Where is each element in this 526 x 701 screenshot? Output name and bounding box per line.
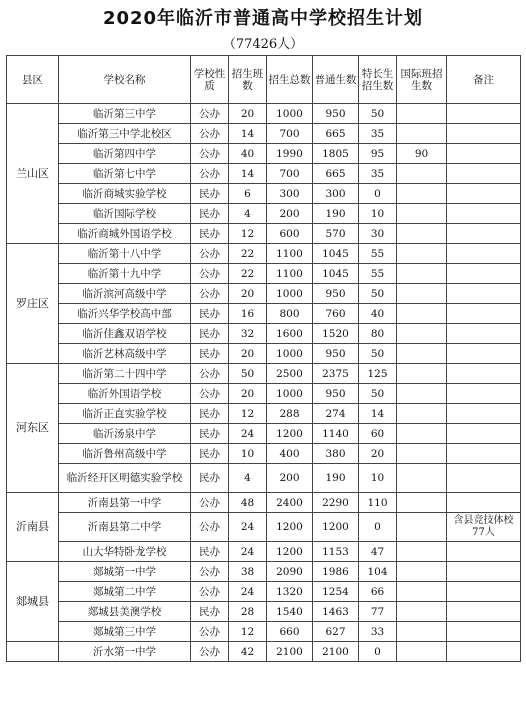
county-cell: 沂南县 — [7, 493, 59, 562]
table-row — [7, 513, 521, 542]
special-cell: 50 — [359, 344, 397, 364]
county-cell: 兰山区 — [7, 104, 59, 244]
special-cell: 35 — [359, 164, 397, 184]
notes-cell — [447, 264, 521, 284]
intl-cell — [397, 513, 447, 542]
classes-cell: 20 — [229, 384, 267, 404]
table-row — [7, 124, 521, 144]
notes-cell — [447, 384, 521, 404]
classes-cell: 6 — [229, 184, 267, 204]
regular-cell: 300 — [313, 184, 359, 204]
nature-cell: 公办 — [191, 384, 229, 404]
nature-cell: 民办 — [191, 224, 229, 244]
intl-cell — [397, 244, 447, 264]
special-cell: 33 — [359, 622, 397, 642]
nature-cell: 民办 — [191, 344, 229, 364]
notes-cell — [447, 444, 521, 464]
nature-cell: 民办 — [191, 444, 229, 464]
special-cell: 40 — [359, 304, 397, 324]
regular-cell: 1140 — [313, 424, 359, 444]
school-cell: 山大华特卧龙学校 — [59, 542, 191, 562]
school-cell: 临沂第七中学 — [59, 164, 191, 184]
table-row — [7, 622, 521, 642]
header-regular: 普通生数 — [313, 56, 359, 104]
notes-cell — [447, 404, 521, 424]
regular-cell: 1045 — [313, 264, 359, 284]
classes-cell: 12 — [229, 404, 267, 424]
regular-cell: 1200 — [313, 513, 359, 542]
header-county: 县区 — [7, 56, 59, 104]
regular-cell: 190 — [313, 464, 359, 493]
classes-cell: 14 — [229, 164, 267, 184]
table-row — [7, 104, 521, 124]
special-cell: 30 — [359, 224, 397, 244]
table-row — [7, 284, 521, 304]
intl-cell — [397, 622, 447, 642]
regular-cell: 627 — [313, 622, 359, 642]
total-cell: 1100 — [267, 244, 313, 264]
intl-cell — [397, 642, 447, 662]
nature-cell: 公办 — [191, 622, 229, 642]
school-cell: 沂南县第一中学 — [59, 493, 191, 513]
nature-cell: 公办 — [191, 284, 229, 304]
special-cell: 20 — [359, 444, 397, 464]
nature-cell: 公办 — [191, 364, 229, 384]
notes-cell — [447, 284, 521, 304]
notes-cell — [447, 224, 521, 244]
table-row — [7, 542, 521, 562]
regular-cell: 1520 — [313, 324, 359, 344]
total-cell: 800 — [267, 304, 313, 324]
total-cell: 400 — [267, 444, 313, 464]
regular-cell: 274 — [313, 404, 359, 424]
special-cell: 77 — [359, 602, 397, 622]
notes-cell — [447, 424, 521, 444]
notes-cell — [447, 602, 521, 622]
page-subtitle: （77426人） — [222, 37, 304, 52]
header-school: 学校名称 — [59, 56, 191, 104]
total-cell: 600 — [267, 224, 313, 244]
notes-cell — [447, 244, 521, 264]
nature-cell: 公办 — [191, 582, 229, 602]
special-cell: 55 — [359, 264, 397, 284]
nature-cell: 民办 — [191, 324, 229, 344]
total-cell: 2500 — [267, 364, 313, 384]
table-row — [7, 204, 521, 224]
intl-cell — [397, 424, 447, 444]
classes-cell: 50 — [229, 364, 267, 384]
intl-cell — [397, 364, 447, 384]
nature-cell: 公办 — [191, 124, 229, 144]
nature-cell: 公办 — [191, 244, 229, 264]
table-body — [7, 104, 521, 662]
intl-cell: 90 — [397, 144, 447, 164]
header-notes: 备注 — [447, 56, 521, 104]
classes-cell: 42 — [229, 642, 267, 662]
notes-cell — [447, 164, 521, 184]
header-classes: 招生班数 — [229, 56, 267, 104]
special-cell: 125 — [359, 364, 397, 384]
regular-cell: 665 — [313, 124, 359, 144]
classes-cell: 48 — [229, 493, 267, 513]
special-cell: 104 — [359, 562, 397, 582]
special-cell: 50 — [359, 104, 397, 124]
classes-cell: 24 — [229, 513, 267, 542]
table-row — [7, 384, 521, 404]
notes-cell — [447, 344, 521, 364]
school-cell: 临沂艺林高级中学 — [59, 344, 191, 364]
intl-cell — [397, 324, 447, 344]
regular-cell: 190 — [313, 204, 359, 224]
total-cell: 1200 — [267, 542, 313, 562]
table-row — [7, 642, 521, 662]
intl-cell — [397, 104, 447, 124]
regular-cell: 950 — [313, 344, 359, 364]
notes-cell — [447, 304, 521, 324]
school-cell: 临沂正直实验学校 — [59, 404, 191, 424]
nature-cell: 民办 — [191, 204, 229, 224]
intl-cell — [397, 224, 447, 244]
classes-cell: 40 — [229, 144, 267, 164]
total-cell: 288 — [267, 404, 313, 424]
total-cell: 2400 — [267, 493, 313, 513]
total-cell: 700 — [267, 124, 313, 144]
special-cell: 47 — [359, 542, 397, 562]
nature-cell: 民办 — [191, 464, 229, 493]
total-cell: 1990 — [267, 144, 313, 164]
school-cell: 临沂第十九中学 — [59, 264, 191, 284]
notes-cell — [447, 184, 521, 204]
nature-cell: 民办 — [191, 404, 229, 424]
classes-cell: 22 — [229, 244, 267, 264]
school-cell: 沂南县第二中学 — [59, 513, 191, 542]
school-cell: 临沂商城实验学校 — [59, 184, 191, 204]
special-cell: 0 — [359, 642, 397, 662]
school-cell: 沂水第一中学 — [59, 642, 191, 662]
intl-cell — [397, 493, 447, 513]
regular-cell: 2290 — [313, 493, 359, 513]
intl-cell — [397, 384, 447, 404]
nature-cell: 公办 — [191, 104, 229, 124]
special-cell: 66 — [359, 582, 397, 602]
notes-cell — [447, 562, 521, 582]
special-cell: 10 — [359, 464, 397, 493]
nature-cell: 公办 — [191, 164, 229, 184]
classes-cell: 12 — [229, 224, 267, 244]
intl-cell — [397, 304, 447, 324]
intl-cell — [397, 602, 447, 622]
school-cell: 郯城第一中学 — [59, 562, 191, 582]
special-cell: 80 — [359, 324, 397, 344]
table-row — [7, 164, 521, 184]
intl-cell — [397, 124, 447, 144]
header-total: 招生总数 — [267, 56, 313, 104]
special-cell: 0 — [359, 513, 397, 542]
table-header-row — [7, 56, 521, 104]
classes-cell: 24 — [229, 542, 267, 562]
regular-cell: 950 — [313, 284, 359, 304]
total-cell: 1000 — [267, 384, 313, 404]
school-cell: 临沂经开区明德实验学校 — [59, 464, 191, 493]
header-special: 特长生招生数 — [359, 56, 397, 104]
school-cell: 临沂外国语学校 — [59, 384, 191, 404]
table-row — [7, 244, 521, 264]
school-cell: 临沂第三中学 — [59, 104, 191, 124]
total-cell: 1100 — [267, 264, 313, 284]
table-row — [7, 224, 521, 244]
classes-cell: 4 — [229, 204, 267, 224]
notes-cell — [447, 144, 521, 164]
school-cell: 郯城县美澳学校 — [59, 602, 191, 622]
table-row — [7, 582, 521, 602]
total-cell: 300 — [267, 184, 313, 204]
intl-cell — [397, 164, 447, 184]
nature-cell: 公办 — [191, 264, 229, 284]
nature-cell: 民办 — [191, 304, 229, 324]
total-cell: 1200 — [267, 513, 313, 542]
enrollment-plan-table — [6, 55, 521, 662]
total-cell: 700 — [267, 164, 313, 184]
page-title: 2020年临沂市普通高中学校招生计划 — [102, 8, 424, 29]
school-cell: 临沂滨河高级中学 — [59, 284, 191, 304]
notes-cell — [447, 642, 521, 662]
table-row — [7, 602, 521, 622]
regular-cell: 760 — [313, 304, 359, 324]
classes-cell: 22 — [229, 264, 267, 284]
regular-cell: 380 — [313, 444, 359, 464]
regular-cell: 950 — [313, 104, 359, 124]
total-cell: 2090 — [267, 562, 313, 582]
intl-cell — [397, 184, 447, 204]
nature-cell: 公办 — [191, 513, 229, 542]
intl-cell — [397, 264, 447, 284]
regular-cell: 1986 — [313, 562, 359, 582]
classes-cell: 38 — [229, 562, 267, 582]
special-cell: 95 — [359, 144, 397, 164]
regular-cell: 1045 — [313, 244, 359, 264]
table-row — [7, 344, 521, 364]
special-cell: 14 — [359, 404, 397, 424]
notes-cell — [447, 582, 521, 602]
total-cell: 1000 — [267, 284, 313, 304]
school-cell: 临沂兴华学校高中部 — [59, 304, 191, 324]
school-cell: 临沂国际学校 — [59, 204, 191, 224]
notes-cell: 含县竞技体校77人 — [447, 513, 521, 542]
classes-cell: 24 — [229, 424, 267, 444]
school-cell: 临沂第三中学北校区 — [59, 124, 191, 144]
intl-cell — [397, 404, 447, 424]
intl-cell — [397, 344, 447, 364]
regular-cell: 2375 — [313, 364, 359, 384]
county-cell: 郯城县 — [7, 562, 59, 642]
notes-cell — [447, 124, 521, 144]
school-cell: 临沂第二十四中学 — [59, 364, 191, 384]
table-row — [7, 404, 521, 424]
intl-cell — [397, 204, 447, 224]
classes-cell: 20 — [229, 284, 267, 304]
total-cell: 200 — [267, 204, 313, 224]
classes-cell: 4 — [229, 464, 267, 493]
notes-cell — [447, 204, 521, 224]
classes-cell: 20 — [229, 104, 267, 124]
special-cell: 55 — [359, 244, 397, 264]
special-cell: 35 — [359, 124, 397, 144]
special-cell: 50 — [359, 284, 397, 304]
table-row — [7, 144, 521, 164]
county-cell — [7, 642, 59, 662]
total-cell: 1540 — [267, 602, 313, 622]
county-cell: 罗庄区 — [7, 244, 59, 364]
special-cell: 110 — [359, 493, 397, 513]
nature-cell: 民办 — [191, 602, 229, 622]
notes-cell — [447, 364, 521, 384]
nature-cell: 公办 — [191, 144, 229, 164]
classes-cell: 24 — [229, 582, 267, 602]
classes-cell: 12 — [229, 622, 267, 642]
regular-cell: 1805 — [313, 144, 359, 164]
classes-cell: 32 — [229, 324, 267, 344]
regular-cell: 1463 — [313, 602, 359, 622]
table-row — [7, 444, 521, 464]
notes-cell — [447, 464, 521, 493]
table-row — [7, 493, 521, 513]
regular-cell: 570 — [313, 224, 359, 244]
regular-cell: 1153 — [313, 542, 359, 562]
intl-cell — [397, 542, 447, 562]
regular-cell: 1254 — [313, 582, 359, 602]
total-cell: 1000 — [267, 344, 313, 364]
nature-cell: 民办 — [191, 424, 229, 444]
school-cell: 郯城第二中学 — [59, 582, 191, 602]
header-intl: 国际班招生数 — [397, 56, 447, 104]
regular-cell: 950 — [313, 384, 359, 404]
total-cell: 2100 — [267, 642, 313, 662]
classes-cell: 14 — [229, 124, 267, 144]
classes-cell: 10 — [229, 444, 267, 464]
intl-cell — [397, 464, 447, 493]
table-row — [7, 562, 521, 582]
school-cell: 临沂第十八中学 — [59, 244, 191, 264]
intl-cell — [397, 582, 447, 602]
header-nature: 学校性质 — [191, 56, 229, 104]
school-cell: 临沂第四中学 — [59, 144, 191, 164]
special-cell: 50 — [359, 384, 397, 404]
regular-cell: 2100 — [313, 642, 359, 662]
notes-cell — [447, 324, 521, 344]
school-cell: 临沂汤泉中学 — [59, 424, 191, 444]
special-cell: 10 — [359, 204, 397, 224]
notes-cell — [447, 542, 521, 562]
total-cell: 1600 — [267, 324, 313, 344]
total-cell: 660 — [267, 622, 313, 642]
intl-cell — [397, 444, 447, 464]
nature-cell: 公办 — [191, 642, 229, 662]
intl-cell — [397, 284, 447, 304]
table-row — [7, 304, 521, 324]
notes-cell — [447, 622, 521, 642]
total-cell: 1000 — [267, 104, 313, 124]
classes-cell: 28 — [229, 602, 267, 622]
notes-cell — [447, 493, 521, 513]
nature-cell: 民办 — [191, 542, 229, 562]
total-cell: 200 — [267, 464, 313, 493]
table-row — [7, 364, 521, 384]
table-row — [7, 464, 521, 493]
notes-cell — [447, 104, 521, 124]
school-cell: 临沂商城外国语学校 — [59, 224, 191, 244]
classes-cell: 20 — [229, 344, 267, 364]
table-row — [7, 424, 521, 444]
county-cell: 河东区 — [7, 364, 59, 493]
special-cell: 0 — [359, 184, 397, 204]
table-row — [7, 264, 521, 284]
school-cell: 临沂佳鑫双语学校 — [59, 324, 191, 344]
total-cell: 1320 — [267, 582, 313, 602]
nature-cell: 民办 — [191, 184, 229, 204]
school-cell: 郯城第三中学 — [59, 622, 191, 642]
regular-cell: 665 — [313, 164, 359, 184]
nature-cell: 公办 — [191, 562, 229, 582]
special-cell: 60 — [359, 424, 397, 444]
intl-cell — [397, 562, 447, 582]
table-row — [7, 184, 521, 204]
total-cell: 1200 — [267, 424, 313, 444]
table-row — [7, 324, 521, 344]
classes-cell: 16 — [229, 304, 267, 324]
nature-cell: 公办 — [191, 493, 229, 513]
school-cell: 临沂鲁州高级中学 — [59, 444, 191, 464]
